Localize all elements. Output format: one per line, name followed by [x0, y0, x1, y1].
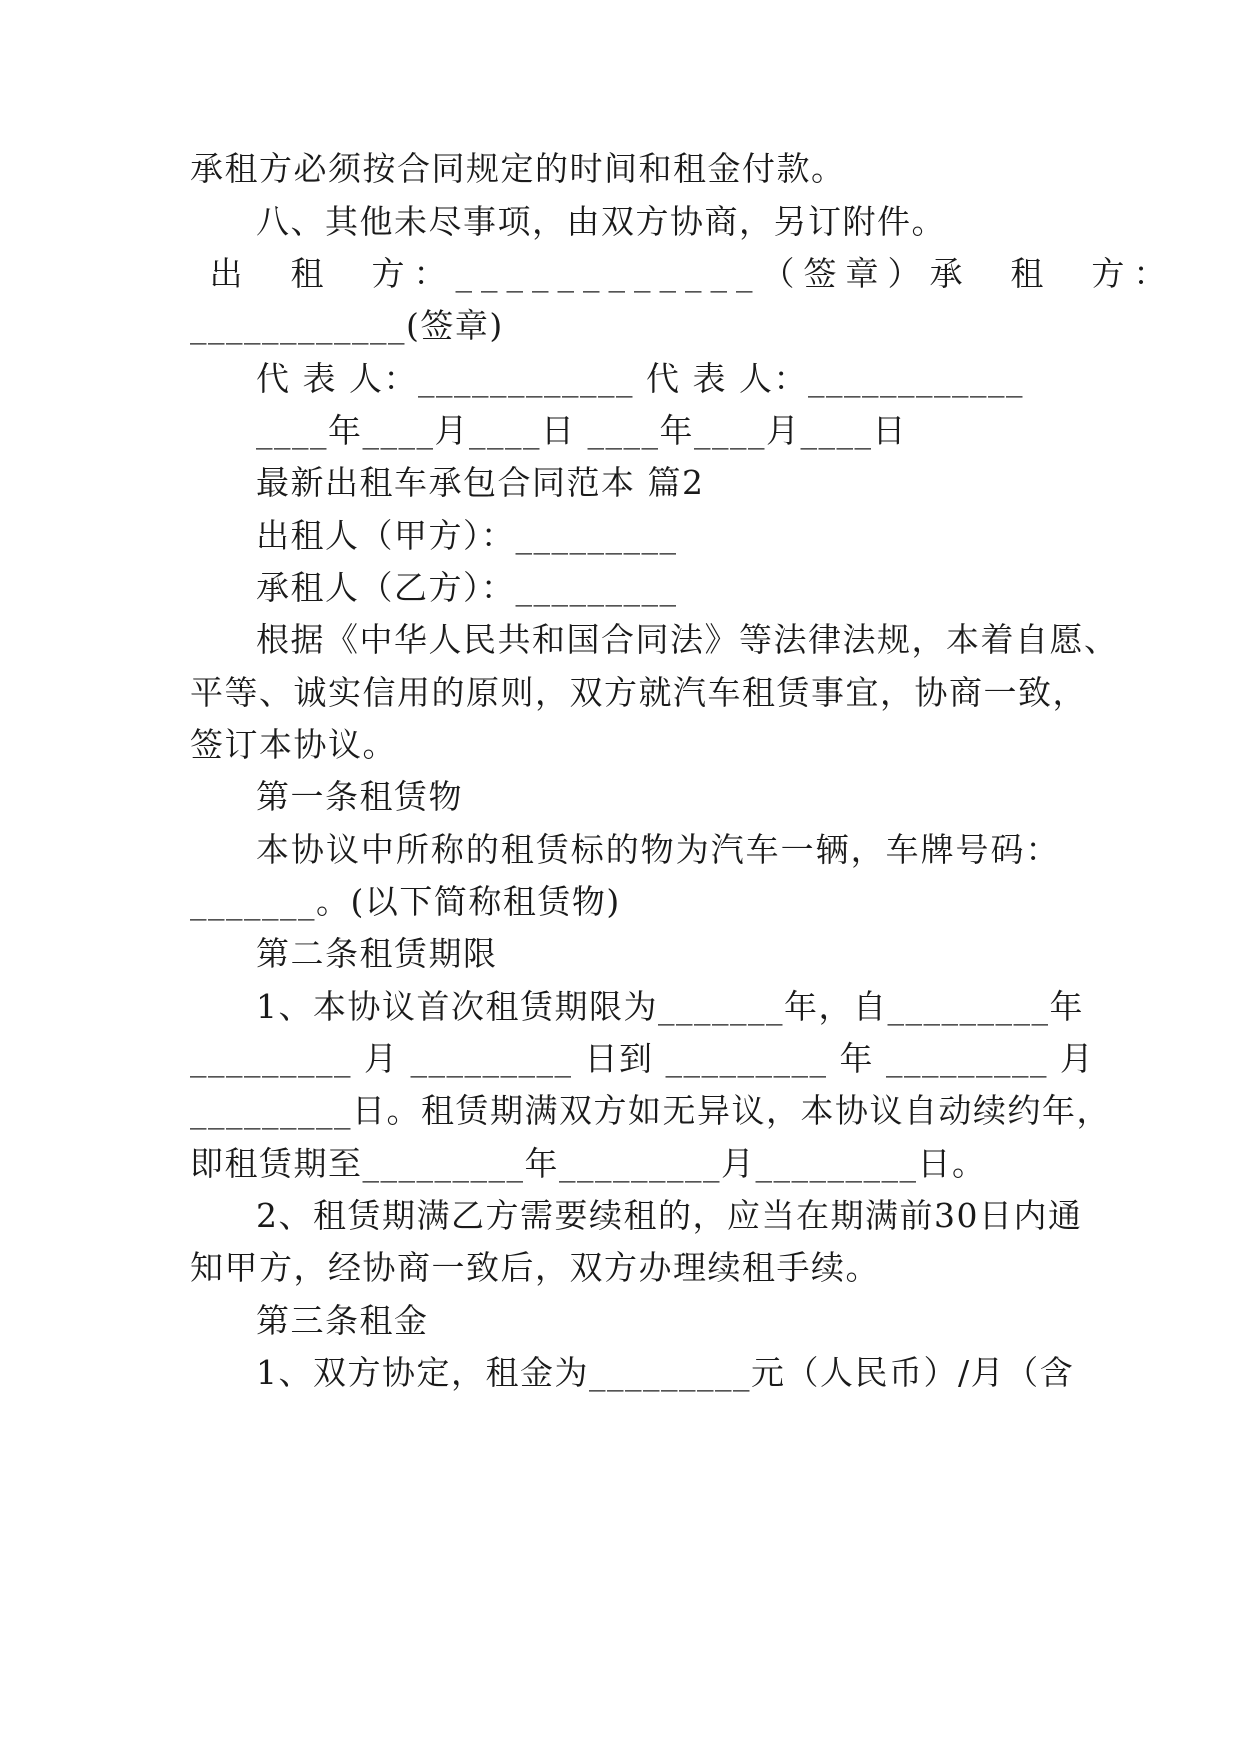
signature-line-parties: 出 租 方：____________（签章）承 租 方： — [190, 254, 1176, 293]
article-2-clause-1-line-3: _________日。租赁期满双方如无异议，本协议自动续约年， — [190, 1091, 1111, 1130]
signature-line-lessee-seal: ____________(签章) — [190, 306, 504, 345]
article-2-clause-2-line-1: 2、租赁期满乙方需要续租的，应当在期满前30日内通 — [256, 1196, 1083, 1235]
article-2-heading: 第二条租赁期限 — [256, 934, 498, 973]
date-line: ____年____月____日 ____年____月____日 — [256, 411, 907, 450]
text-line-article-8: 八、其他未尽事项，由双方协商，另订附件。 — [256, 202, 946, 241]
contract-title-2: 最新出租车承包合同范本 篇2 — [256, 463, 705, 502]
lessor-line: 出租人（甲方）：_________ — [256, 516, 678, 555]
article-1-line-2: _______。(以下简称租赁物) — [190, 882, 621, 921]
article-2-clause-1-line-4: 即租赁期至_________年_________月_________日。 — [190, 1144, 987, 1183]
article-2-clause-2-line-2: 知甲方，经协商一致后，双方办理续租手续。 — [190, 1248, 880, 1287]
preamble-line-1: 根据《中华人民共和国合同法》等法律法规，本着自愿、 — [256, 620, 1119, 659]
article-1-line-1: 本协议中所称的租赁标的物为汽车一辆，车牌号码： — [256, 830, 1060, 869]
representative-line: 代 表 人：____________ 代 表 人：____________ — [256, 359, 1024, 398]
preamble-line-3: 签订本协议。 — [190, 725, 397, 764]
article-3-clause-1-line-1: 1、双方协定，租金为_________元（人民币）/月（含 — [256, 1353, 1075, 1392]
article-1-heading: 第一条租赁物 — [256, 777, 463, 816]
article-3-heading: 第三条租金 — [256, 1301, 429, 1340]
text-line-payment: 承租方必须按合同规定的时间和租金付款。 — [190, 149, 846, 188]
preamble-line-2: 平等、诚实信用的原则，双方就汽车租赁事宜，协商一致， — [190, 673, 1087, 712]
lessee-line: 承租人（乙方）：_________ — [256, 568, 678, 607]
article-2-clause-1-line-2: _________ 月 _________ 日到 _________ 年 _________ 月 — [190, 1039, 1095, 1078]
article-2-clause-1-line-1: 1、本协议首次租赁期限为_______年，自_________年 — [256, 987, 1084, 1026]
